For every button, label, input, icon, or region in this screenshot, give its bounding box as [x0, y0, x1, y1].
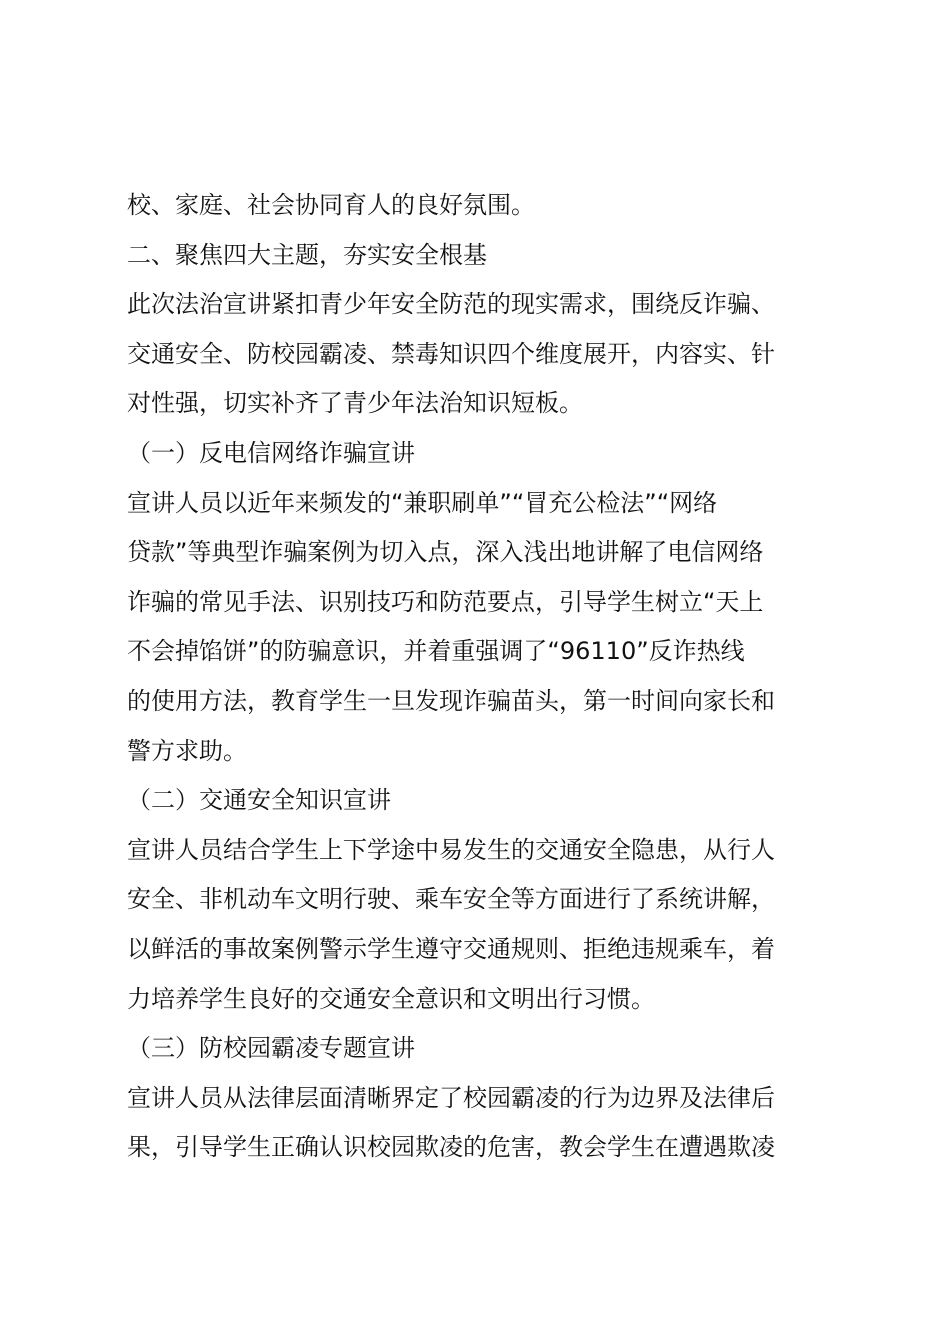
paragraph-line: 校、家庭、社会协同育人的良好氛围。	[127, 191, 535, 219]
paragraph-line: 不会掉馅饼”的防骗意识，并着重强调了“96110”反诈热线	[127, 637, 745, 666]
paragraph-line: 对性强，切实补齐了青少年法治知识短板。	[127, 389, 583, 418]
paragraph-line: 此次法治宣讲紧扣青少年安全防范的现实需求，围绕反诈骗、	[127, 290, 775, 319]
paragraph-line: 警方求助。	[127, 736, 247, 765]
paragraph-line: 贷款”等典型诈骗案例为切入点，深入浅出地讲解了电信网络	[127, 538, 764, 567]
paragraph-line: 的使用方法，教育学生一旦发现诈骗苗头，第一时间向家长和	[127, 686, 775, 715]
section-heading: 二、聚焦四大主题，夯实安全根基	[127, 240, 487, 269]
paragraph-line: 力培养学生良好的交通安全意识和文明出行习惯。	[127, 984, 655, 1013]
paragraph-line: 果，引导学生正确认识校园欺凌的危害，教会学生在遭遇欺凌	[127, 1133, 775, 1162]
subsection-heading: （二）交通安全知识宣讲	[127, 786, 391, 815]
subsection-heading: （一）反电信网络诈骗宣讲	[127, 438, 415, 467]
document-body	[127, 181, 833, 1173]
paragraph-line: 宣讲人员从法律层面清晰界定了校园霸凌的行为边界及法律后	[127, 1083, 775, 1112]
paragraph-line: 诈骗的常见手法、识别技巧和防范要点，引导学生树立“天上	[127, 587, 764, 616]
paragraph-line: 宣讲人员结合学生上下学途中易发生的交通安全隐患，从行人	[127, 835, 775, 864]
paragraph-line: 交通安全、防校园霸凌、禁毒知识四个维度展开，内容实、针	[127, 339, 775, 368]
paragraph-line: 宣讲人员以近年来频发的“兼职刷单”“冒充公检法”“网络	[127, 488, 718, 517]
paragraph-line: 安全、非机动车文明行驶、乘车安全等方面进行了系统讲解，	[127, 885, 775, 914]
subsection-heading: （三）防校园霸凌专题宣讲	[127, 1034, 415, 1063]
paragraph-line: 以鲜活的事故案例警示学生遵守交通规则、拒绝违规乘车，着	[127, 934, 775, 963]
